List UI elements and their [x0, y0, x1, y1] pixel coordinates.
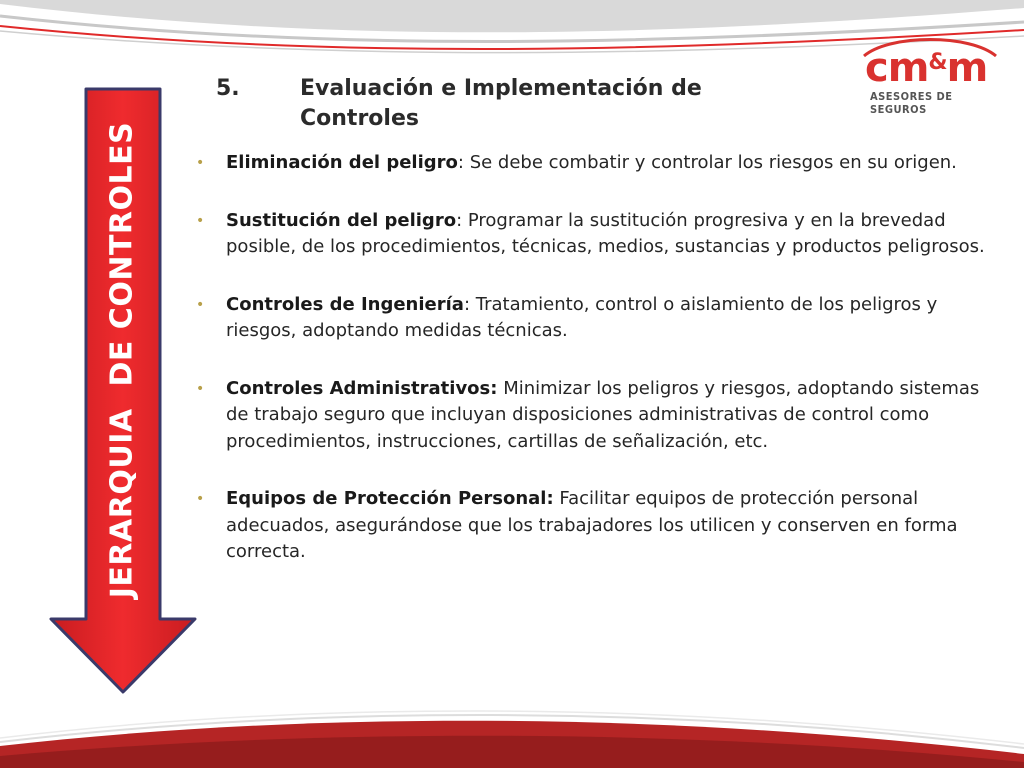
- item-term: Equipos de Protección Personal:: [226, 488, 554, 509]
- logo-tagline: ASESORES DE SEGUROS: [870, 90, 953, 116]
- item-term: Controles Administrativos:: [226, 377, 498, 399]
- item-separator: :: [463, 293, 476, 315]
- logo-mark-cm: cm: [865, 45, 929, 91]
- section-number: 5.: [216, 76, 240, 101]
- logo-mark-m: m: [946, 45, 988, 91]
- item-term: Controles de Ingeniería: [226, 293, 464, 315]
- logo-mark-amp: &: [928, 50, 947, 75]
- section-title: Evaluación e Implementación de Controles: [300, 76, 702, 131]
- list-item: [196, 150, 996, 177]
- company-logo: [860, 32, 1000, 116]
- item-text: Programar la sustitución progresiva y en la brevedad posible, de los procedimientos, técnicas, medios, sustancias y productos peligrosos.: [226, 209, 985, 257]
- bullet-icon: •: [196, 491, 205, 507]
- logo-wordmark: [865, 45, 988, 91]
- item-text: Minimizar los peligros y riesgos, adoptando sistemas de trabajo seguro que incluyan disposiciones administrativas de control como procedimientos, instrucciones, cartillas de señalización, etc.: [226, 377, 980, 452]
- item-text: Se debe combatir y controlar los riesgos en su origen.: [469, 152, 957, 173]
- item-text: Facilitar equipos de protección personal adecuados, asegurándose que los trabajadores los utilicen y conserven en forma correcta.: [226, 488, 958, 562]
- item-separator: :: [457, 152, 470, 173]
- controls-list: [196, 150, 996, 566]
- item-separator: :: [456, 209, 468, 231]
- hierarchy-label: JERARQUIA DE CONTROLES: [104, 121, 140, 599]
- list-item: [196, 376, 996, 456]
- list-item: [196, 486, 996, 566]
- bullet-icon: •: [196, 155, 205, 171]
- item-term: Sustitución del peligro: [226, 209, 457, 231]
- bullet-icon: •: [196, 380, 205, 397]
- item-term: Eliminación del peligro: [226, 152, 458, 173]
- bullet-icon: •: [196, 212, 205, 229]
- footer-swoosh-decoration: [0, 698, 1024, 768]
- list-item: [196, 292, 996, 345]
- list-item: [196, 208, 996, 261]
- bullet-icon: •: [196, 296, 205, 313]
- item-text: Tratamiento, control o aislamiento de los peligros y riesgos, adoptando medidas técnicas.: [226, 293, 938, 341]
